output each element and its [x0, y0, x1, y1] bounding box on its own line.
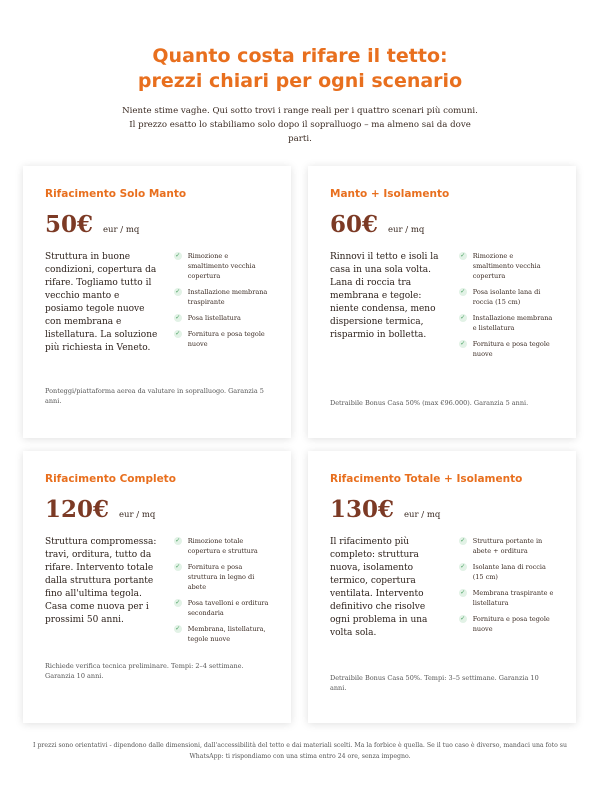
card-title: Rifacimento Completo [45, 473, 176, 485]
card-title: Rifacimento Totale + Isolamento [330, 473, 523, 485]
check-icon: ✓ [175, 625, 181, 632]
check-icon: ✓ [460, 615, 466, 622]
pricing-card-manto-isolamento [308, 166, 576, 438]
feature-item [459, 614, 556, 634]
feature-item [174, 562, 271, 592]
card-price: 60€ [330, 211, 379, 238]
card-body [45, 536, 271, 650]
feature-text: Rimozione e smaltimento vecchia copertura [187, 252, 256, 280]
page-header [0, 44, 600, 146]
feature-item [174, 313, 271, 323]
feature-item [174, 251, 271, 281]
card-note: Detraibile Bonus Casa 50% (max €96.000). Garanzia 5 anni. [330, 399, 529, 407]
feature-text: Installazione membrana traspirante [187, 288, 268, 306]
feature-text: Fornitura e posa tegole nuove [187, 330, 265, 348]
card-price-unit: eur / mq [119, 510, 156, 520]
check-icon: ✓ [175, 314, 181, 321]
feature-text: Struttura portante in abete + orditura [472, 537, 543, 555]
pricing-card-completo [23, 451, 291, 723]
feature-text: Posa listellatura [187, 314, 241, 322]
card-description: Struttura compromessa: travi, orditura, tutto da rifare. Intervento totale dalla struttura portante fino all'ultima tegola. Casa come nuova per i prossimi 50 anni. [45, 537, 157, 625]
feature-list [174, 536, 271, 650]
feature-item [459, 251, 556, 281]
page-subtitle: Niente stime vaghe. Qui sotto trovi i range reali per i quattro scenari più comuni. Il prezzo esatto lo stabiliamo solo dopo il sopralluogo – ma almeno sai da dove parti. [122, 106, 478, 144]
check-icon: ✓ [175, 252, 181, 259]
price-row [45, 496, 271, 524]
check-icon: ✓ [460, 288, 466, 295]
check-icon: ✓ [460, 252, 466, 259]
card-price-unit: eur / mq [388, 225, 425, 235]
price-row [45, 211, 271, 239]
check-icon: ✓ [175, 330, 181, 337]
card-title: Manto + Isolamento [330, 188, 450, 200]
check-icon: ✓ [460, 563, 466, 570]
check-icon: ✓ [175, 288, 181, 295]
feature-text: Posa isolante lana di roccia (15 cm) [472, 288, 541, 306]
card-note: Detraibile Bonus Casa 50%. Tempi: 3–5 settimane. Garanzia 10 anni. [330, 674, 539, 692]
card-description: Rinnovi il tetto e isoli la casa in una sola volta. Lana di roccia tra membrana e tegole: niente condensa, meno dispersione termica, risparmio in bolletta. [330, 252, 439, 340]
check-icon: ✓ [460, 537, 466, 544]
page-title: Quanto costa rifare il tetto: prezzi chiari per ogni scenario [137, 45, 463, 92]
feature-list [174, 251, 271, 355]
feature-item [174, 287, 271, 307]
card-price: 50€ [45, 211, 94, 238]
feature-item [174, 536, 271, 556]
feature-text: Membrana traspirante e listellatura [472, 589, 554, 607]
feature-item [459, 287, 556, 307]
price-row [330, 496, 556, 524]
card-note: Ponteggi/piattaforma aerea da valutare in sopralluogo. Garanzia 5 anni. [45, 387, 264, 405]
footer-disclaimer: I prezzi sono orientativi - dipendono dalle dimensioni, dall'accessibilità del tetto e dai materiali scelti. Ma la forbice è quella. Se il tuo caso è diverso, mandaci una foto su WhatsApp: ti rispondiamo con una stima entro 24 ore, senza impegno. [33, 742, 567, 760]
pricing-card-totale-isolamento [308, 451, 576, 723]
feature-item [459, 339, 556, 359]
card-price-unit: eur / mq [103, 225, 140, 235]
feature-item [174, 598, 271, 618]
feature-item [459, 562, 556, 582]
feature-text: Fornitura e posa tegole nuove [472, 615, 550, 633]
card-description: Il rifacimento più completo: struttura nuova, isolamento termico, copertura ventilata. Intervento definitivo che risolve ogni problema in una volta sola. [330, 537, 428, 638]
feature-item [174, 624, 271, 644]
feature-list [459, 536, 556, 640]
feature-text: Rimozione totale copertura e struttura [187, 537, 258, 555]
feature-text: Rimozione e smaltimento vecchia copertura [472, 252, 541, 280]
feature-item [174, 329, 271, 349]
feature-text: Isolante lana di roccia (15 cm) [472, 563, 546, 581]
feature-item [459, 536, 556, 556]
feature-text: Posa tavelloni e orditura secondaria [187, 599, 269, 617]
card-body [330, 536, 556, 640]
check-icon: ✓ [175, 563, 181, 570]
card-price: 130€ [330, 496, 395, 523]
card-description: Struttura in buone condizioni, copertura da rifare. Togliamo tutto il vecchio manto e posiamo tegole nuove con membrana e listellatura. La soluzione più richiesta in Veneto. [45, 252, 158, 353]
feature-text: Membrana, listellatura, tegole nuove [187, 625, 266, 643]
card-price: 120€ [45, 496, 110, 523]
check-icon: ✓ [175, 537, 181, 544]
feature-item [459, 313, 556, 333]
feature-list [459, 251, 556, 365]
check-icon: ✓ [460, 340, 466, 347]
feature-text: Installazione membrana e listellatura [472, 314, 553, 332]
pricing-card-solo-manto [23, 166, 291, 438]
price-row [330, 211, 556, 239]
card-title: Rifacimento Solo Manto [45, 188, 187, 200]
check-icon: ✓ [460, 314, 466, 321]
check-icon: ✓ [460, 589, 466, 596]
feature-text: Fornitura e posa struttura in legno di abete [187, 563, 255, 591]
check-icon: ✓ [175, 599, 181, 606]
card-body [330, 251, 556, 365]
card-note: Richiede verifica tecnica preliminare. Tempi: 2–4 settimane. Garanzia 10 anni. [45, 662, 244, 680]
feature-text: Fornitura e posa tegole nuove [472, 340, 550, 358]
feature-item [459, 588, 556, 608]
card-price-unit: eur / mq [404, 510, 441, 520]
card-body [45, 251, 271, 355]
